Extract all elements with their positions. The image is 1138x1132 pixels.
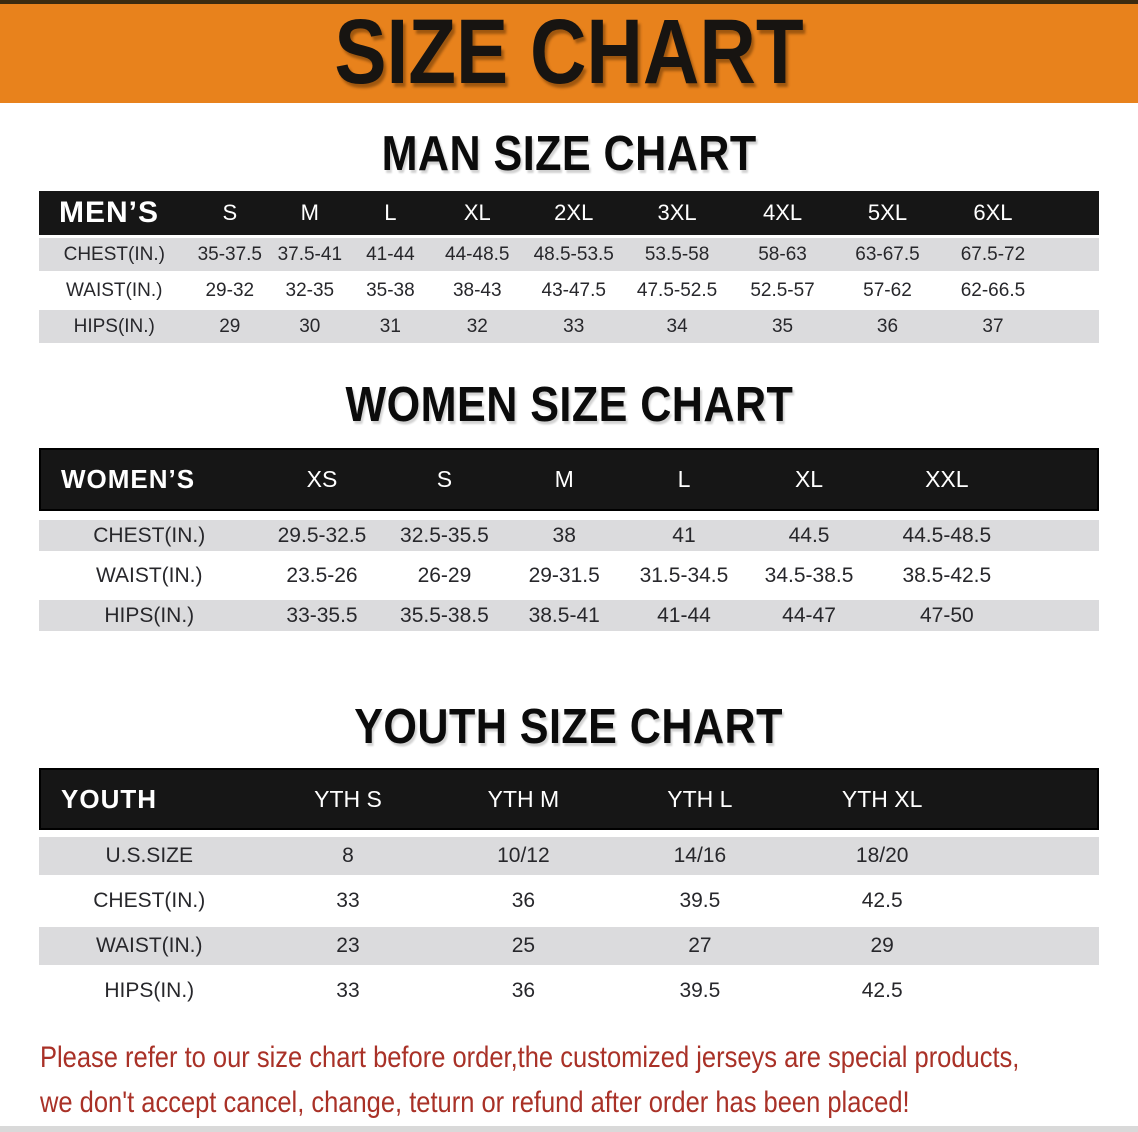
- men-size-header-10: [1046, 191, 1099, 235]
- youth-value-cell: 42.5: [861, 889, 903, 912]
- disclaimer-line-1: Please refer to our size chart before order,the customized jerseys are special products,: [40, 1041, 1020, 1074]
- men-size-header-9: 6XL: [940, 191, 1046, 235]
- youth-value-cell: [975, 927, 1099, 965]
- men-value-cell: 36: [835, 310, 940, 343]
- men-value-cell: 34: [624, 310, 730, 343]
- women-value-cell: 44-47: [744, 600, 874, 631]
- men-value-cell: 29: [190, 310, 271, 343]
- men-size-header-3: L: [350, 191, 432, 235]
- youth-value-cell: 39.5: [679, 889, 721, 912]
- youth-value-cell: 14/16: [610, 837, 789, 875]
- men-section-title: [0, 129, 1138, 188]
- banner-title: SIZE CHART: [334, 1, 804, 103]
- men-value-cell: 37.5-41: [270, 238, 350, 271]
- youth-row-label: WAIST(IN.): [39, 927, 259, 965]
- women-value-cell: 47-50: [874, 600, 1019, 631]
- men-size-header-6: 3XL: [624, 191, 730, 235]
- youth-size-header-1: YTH S: [259, 768, 436, 830]
- youth-size-header-4: YTH XL: [789, 768, 975, 830]
- women-row-label: WAIST(IN.): [95, 563, 203, 587]
- men-table-title: MEN’S: [39, 191, 190, 235]
- men-value-cell: 37: [940, 310, 1046, 343]
- youth-header-row: [39, 768, 1099, 830]
- youth-size-table: [39, 761, 1099, 1017]
- men-value-cell: 62-66.5: [960, 279, 1026, 301]
- youth-size-header-5: [975, 768, 1099, 830]
- women-value-cell: 44.5-48.5: [874, 520, 1019, 551]
- men-size-header-7: 4XL: [730, 191, 835, 235]
- youth-value-cell: 29: [789, 927, 975, 965]
- women-value-cell: 26-29: [417, 563, 472, 587]
- women-section-title: [0, 380, 1138, 439]
- women-value-cell: 34.5-38.5: [764, 563, 854, 587]
- youth-row-label: HIPS(IN.): [104, 979, 195, 1002]
- women-row-label: CHEST(IN.): [39, 520, 259, 551]
- women-value-cell: 32.5-35.5: [385, 520, 505, 551]
- youth-value-cell: 39.5: [679, 979, 721, 1002]
- men-value-cell: 29-32: [205, 279, 255, 301]
- youth-value-cell: [975, 837, 1099, 875]
- women-size-header-6: XXL: [874, 448, 1019, 511]
- youth-value-cell: 27: [610, 927, 789, 965]
- youth-value-cell: 33: [336, 889, 360, 912]
- men-row-label: HIPS(IN.): [39, 310, 190, 343]
- men-row-chest-in: [39, 238, 1099, 271]
- men-value-cell: [1046, 274, 1099, 307]
- men-value-cell: 32: [431, 310, 523, 343]
- women-size-header-4: L: [624, 448, 744, 511]
- men-value-cell: 67.5-72: [940, 238, 1046, 271]
- men-size-header-4: XL: [431, 191, 523, 235]
- women-value-cell: 23.5-26: [286, 563, 358, 587]
- youth-value-cell: [975, 972, 1099, 1010]
- men-value-cell: 31: [350, 310, 432, 343]
- men-size-header-1: S: [190, 191, 271, 235]
- youth-row-hips-in: [39, 972, 1099, 1010]
- women-value-cell: 29-31.5: [528, 563, 600, 587]
- women-section-title-text: WOMEN SIZE CHART: [345, 378, 793, 432]
- youth-value-cell: 10/12: [436, 837, 610, 875]
- women-value-cell: 38.5-42.5: [902, 563, 992, 587]
- women-row-waist-in: [39, 560, 1099, 591]
- youth-value-cell: 25: [436, 927, 610, 965]
- youth-value-cell: 36: [511, 979, 536, 1002]
- women-value-cell: [1019, 600, 1099, 631]
- youth-value-cell: 18/20: [789, 837, 975, 875]
- bottom-edge-strip: [0, 1126, 1138, 1132]
- men-value-cell: 33: [523, 310, 624, 343]
- men-value-cell: 53.5-58: [624, 238, 730, 271]
- men-value-cell: 44-48.5: [431, 238, 523, 271]
- women-size-header-3: M: [504, 448, 624, 511]
- youth-value-cell: 8: [259, 837, 436, 875]
- women-size-header-1: XS: [259, 448, 384, 511]
- women-size-header-5: XL: [744, 448, 874, 511]
- men-header-row: [39, 191, 1099, 235]
- youth-value-cell: 36: [511, 889, 536, 912]
- women-value-cell: [1019, 560, 1099, 591]
- men-size-header-2: M: [270, 191, 350, 235]
- women-value-cell: 29.5-32.5: [259, 520, 384, 551]
- women-value-cell: 35.5-38.5: [385, 600, 505, 631]
- men-value-cell: [1046, 238, 1099, 271]
- youth-row-u-s-size: [39, 837, 1099, 875]
- men-value-cell: 63-67.5: [835, 238, 940, 271]
- youth-row-waist-in: [39, 927, 1099, 965]
- youth-size-header-3: YTH L: [610, 768, 789, 830]
- women-value-cell: 38.5-41: [504, 600, 624, 631]
- men-value-cell: 41-44: [350, 238, 432, 271]
- youth-value-cell: 23: [259, 927, 436, 965]
- men-size-header-8: 5XL: [835, 191, 940, 235]
- women-value-cell: 41: [624, 520, 744, 551]
- women-value-cell: 44.5: [744, 520, 874, 551]
- men-row-label: WAIST(IN.): [66, 279, 163, 301]
- banner: [0, 0, 1138, 103]
- men-value-cell: 52.5-57: [750, 279, 815, 301]
- men-value-cell: 35-38: [366, 279, 415, 301]
- youth-section-title-text: YOUTH SIZE CHART: [354, 700, 784, 754]
- men-value-cell: [1046, 310, 1099, 343]
- men-value-cell: 57-62: [863, 279, 912, 301]
- youth-value-cell: 42.5: [861, 979, 903, 1002]
- men-row-label: CHEST(IN.): [39, 238, 190, 271]
- women-size-header-7: [1019, 448, 1099, 511]
- men-value-cell: 30: [270, 310, 350, 343]
- men-value-cell: 35: [730, 310, 835, 343]
- women-value-cell: 38: [504, 520, 624, 551]
- disclaimer: [0, 1035, 1138, 1125]
- men-row-hips-in: [39, 310, 1099, 343]
- women-value-cell: [1019, 520, 1099, 551]
- youth-row-chest-in: [39, 882, 1099, 920]
- disclaimer-line-2: we don't accept cancel, change, teturn or refund after order has been placed!: [40, 1086, 910, 1119]
- women-header-row: [39, 448, 1099, 511]
- women-value-cell: 31.5-34.5: [639, 563, 729, 587]
- women-value-cell: 33-35.5: [259, 600, 384, 631]
- youth-value-cell: 33: [336, 979, 360, 1002]
- youth-section-title: [0, 702, 1138, 761]
- men-value-cell: 38-43: [452, 279, 502, 301]
- women-row-label: HIPS(IN.): [39, 600, 259, 631]
- youth-row-label: CHEST(IN.): [93, 889, 206, 912]
- men-section-title-text: MAN SIZE CHART: [381, 127, 757, 181]
- men-value-cell: 58-63: [730, 238, 835, 271]
- youth-table-title: YOUTH: [39, 768, 259, 830]
- men-value-cell: 48.5-53.5: [523, 238, 624, 271]
- women-value-cell: 41-44: [624, 600, 744, 631]
- women-row-hips-in: [39, 600, 1099, 631]
- youth-size-header-2: YTH M: [436, 768, 610, 830]
- women-row-chest-in: [39, 520, 1099, 551]
- men-size-header-5: 2XL: [523, 191, 624, 235]
- men-value-cell: 35-37.5: [190, 238, 271, 271]
- women-size-header-2: S: [385, 448, 505, 511]
- men-row-waist-in: [39, 274, 1099, 307]
- men-value-cell: 43-47.5: [541, 279, 606, 301]
- youth-row-label: U.S.SIZE: [39, 837, 259, 875]
- men-size-table: [39, 188, 1099, 346]
- women-table-title: WOMEN’S: [39, 448, 259, 511]
- men-value-cell: 32-35: [285, 279, 335, 301]
- women-size-table: [39, 439, 1099, 640]
- men-value-cell: 47.5-52.5: [636, 279, 718, 301]
- youth-value-cell: [975, 882, 1099, 920]
